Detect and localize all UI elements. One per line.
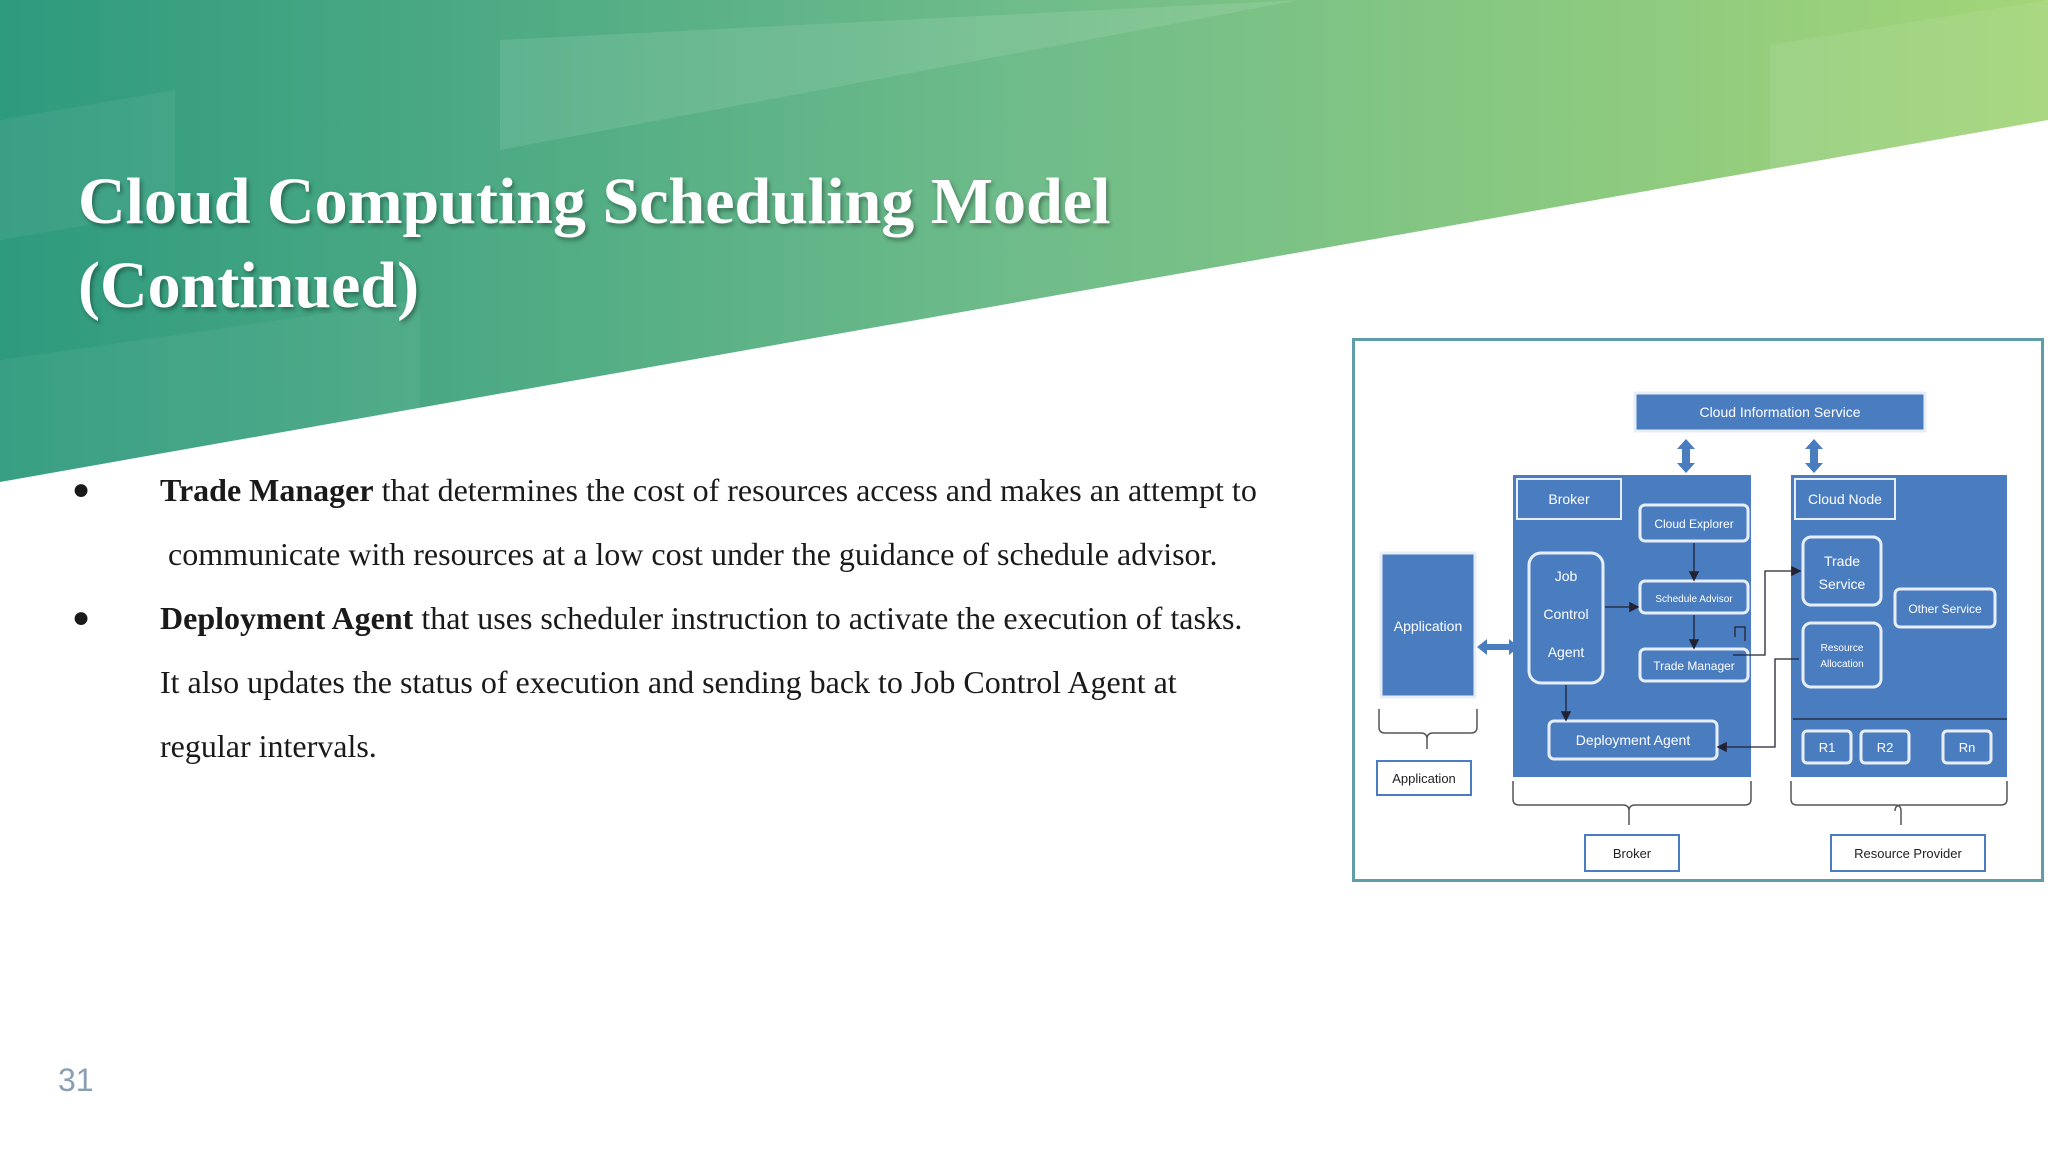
bullet-text: that uses scheduler instruction to activate the execution of tasks. <box>413 600 1243 636</box>
rn-label: Rn <box>1958 740 1976 755</box>
page-number: 31 <box>58 1062 94 1098</box>
deployment-agent-label: Deployment Agent <box>1575 732 1691 748</box>
title-line-2: (Continued) <box>78 249 420 322</box>
bullet-dot: ● <box>72 473 91 506</box>
cloud-information-service-label: Cloud Information Service <box>1699 404 1861 420</box>
bullet-continuation: regular intervals. <box>160 728 377 764</box>
broker-brace <box>1513 781 1751 825</box>
resource-allocation-box <box>1803 623 1881 687</box>
slide-title <box>78 160 1378 328</box>
trade-service-label: Service <box>1818 576 1866 592</box>
bullet-list <box>72 458 1352 778</box>
resource-allocation-label: Resource <box>1820 643 1864 654</box>
application-label: Application <box>1392 771 1456 786</box>
cloud-explorer-label: Cloud Explorer <box>1654 517 1734 531</box>
bullet-term: Deployment Agent <box>160 600 414 636</box>
other-service-label: Other Service <box>1908 602 1982 616</box>
broker-label: Broker <box>1612 846 1652 861</box>
broker-header-label: Broker <box>1548 491 1590 507</box>
double-arrow-icon <box>1805 439 1823 473</box>
resource-allocation-label: Allocation <box>1820 659 1864 670</box>
schedule-advisor-label: Schedule Advisor <box>1655 594 1733 605</box>
bullet-term: Trade Manager <box>160 472 374 508</box>
cloud-node-header-label: Cloud Node <box>1808 491 1882 507</box>
double-arrow-icon <box>1677 439 1695 473</box>
title-line-1: Cloud Computing Scheduling Model <box>78 165 1111 238</box>
bullet-dot: ● <box>72 601 91 634</box>
job-control-agent-label: Control <box>1543 606 1589 622</box>
resource-provider-label: Resource Provider <box>1854 846 1962 861</box>
bullet-item <box>72 458 1352 586</box>
trade-service-label: Trade <box>1823 553 1861 569</box>
application-box-label: Application <box>1393 618 1463 634</box>
bullet-continuation: It also updates the status of execution and sending back to Job Control Agent at <box>160 664 1177 700</box>
bullet-item <box>72 586 1352 778</box>
application-brace <box>1379 709 1477 749</box>
trade-manager-label: Trade Manager <box>1653 659 1735 673</box>
scheduling-model-diagram <box>1352 338 2044 882</box>
r1-label: R1 <box>1818 740 1836 755</box>
resource-provider-brace <box>1791 781 2007 825</box>
double-arrow-icon <box>1477 639 1519 655</box>
bullet-continuation: communicate with resources at a low cost under the guidance of schedule advisor. <box>168 536 1218 572</box>
trade-service-box <box>1803 537 1881 605</box>
bullet-text: that determines the cost of resources access and makes an attempt to <box>373 472 1257 508</box>
job-control-agent-label: Job <box>1554 568 1578 584</box>
r2-label: R2 <box>1876 740 1894 755</box>
job-control-agent-label: Agent <box>1547 644 1585 660</box>
